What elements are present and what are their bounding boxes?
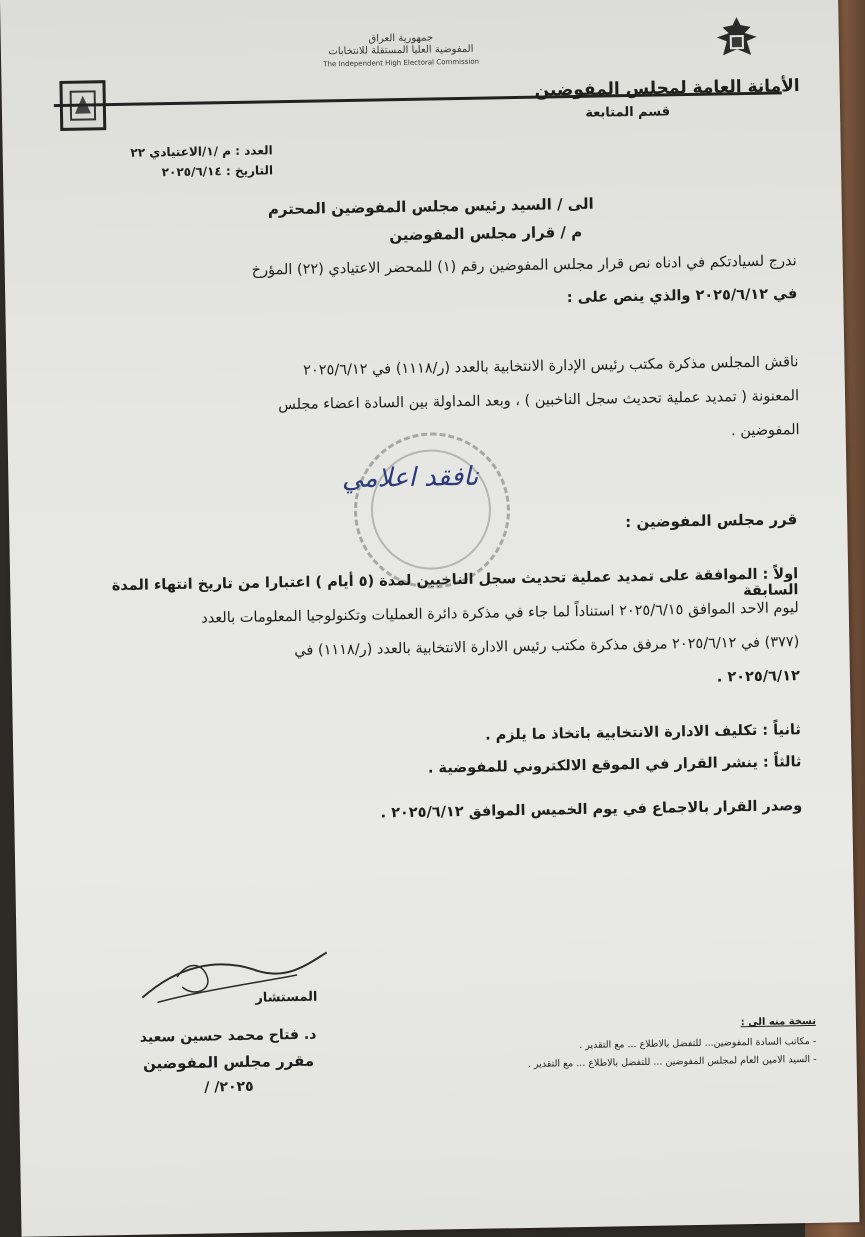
logo-english-name: The Independent High Electoral Commission [323, 57, 480, 69]
addressee-line: الى / السيد رئيس مجلس المفوضين المحترم [267, 194, 594, 219]
discussion-line-1: ناقش المجلس مذكرة مكتب رئيس الإدارة الانتخابية بالعدد (ر/١١١٨) في ٢٠٢٥/٦/١٢ [303, 354, 799, 379]
commission-logo-text [301, 31, 502, 70]
official-seal-stamp [353, 431, 512, 590]
decision-first-line-2: ليوم الاحد الموافق ٢٠٢٥/٦/١٥ استناداً لما جاء في مذكرة دائرة العمليات وتكنولوجيا المعلومات بالعدد [201, 600, 799, 627]
discussion-line-3: المفوضين . [730, 422, 800, 440]
handwritten-signature [137, 944, 338, 1017]
copies-item: - السيد الامين العام لمجلس المفوضين ... للتفضل بالاطلاع ... مع التقدير . [527, 1053, 817, 1070]
decision-second: ثانياً : تكليف الادارة الانتخابية باتخاذ ما يلزم . [485, 722, 802, 744]
decision-first-line-1: اولاً : الموافقة على تمديد عملية تحديث سجل الناخبين لمدة (٥ أيام ) اعتبارا من تاريخ انتهاء المدة السابقة [111, 566, 799, 600]
reference-date: التاريخ : ٢٠٢٥/٦/١٤ [161, 163, 274, 180]
logo-line-commission: المفوضية العليا المستقلة للانتخابات [328, 43, 474, 58]
decision-first-line-4: ٢٠٢٥/٦/١٢ . [716, 668, 801, 686]
signature-title: المستشار [255, 989, 318, 1006]
signature-role: مقرر مجلس المفوضين [142, 1051, 315, 1073]
intro-line-1: ندرج لسيادتكم في ادناه نص قرار مجلس المفوضين رقم (١) للمحضر الاعتيادي (٢٢) المؤرخ [251, 253, 797, 279]
intro-line-2: في ٢٠٢٥/٦/١٢ والذي ينص على : [566, 286, 798, 307]
copies-heading: نسخة منه الى : [740, 1015, 817, 1029]
copies-item: - مكاتب السادة المفوضين... للتفضل بالاطلاع ... مع التقدير . [579, 1035, 817, 1052]
signature-name: د. فتاح محمد حسين سعيد [139, 1026, 317, 1046]
issued-statement: وصدر القرار بالاجماع في يوم الخميس الموافق ٢٠٢٥/٦/١٢ . [380, 798, 803, 822]
handwritten-note: نافقد اعلامي [341, 461, 479, 495]
logo-line-country: جمهورية العراق [368, 32, 434, 45]
decision-heading: قرر مجلس المفوضين : [625, 510, 798, 532]
signature-date: ٢٠٢٥/ / [204, 1078, 254, 1096]
decision-third: ثالثاً : ينشر القرار في الموقع الالكتروني للمفوضية . [427, 754, 802, 777]
discussion-line-2: المعنونة ( تمديد عملية تحديث سجل الناخبين ) ، وبعد المداولة بين السادة اعضاء مجلس [278, 388, 800, 414]
decision-first-line-3: (٣٧٧) في ٢٠٢٥/٦/١٢ مرفق مذكرة مكتب رئيس الادارة الانتخابية بالعدد (ر/١١١٨) في [294, 634, 800, 659]
page-title: الأمانة العامة لمجلس المفوضين [534, 76, 800, 101]
department-name: قسم المتابعة [585, 104, 671, 121]
subject-line: م / قرار مجلس المفوضين [389, 222, 583, 245]
reference-number: العدد : م /١/الاعتيادي ٢٢ [130, 143, 273, 160]
iraq-eagle-emblem [712, 15, 761, 64]
